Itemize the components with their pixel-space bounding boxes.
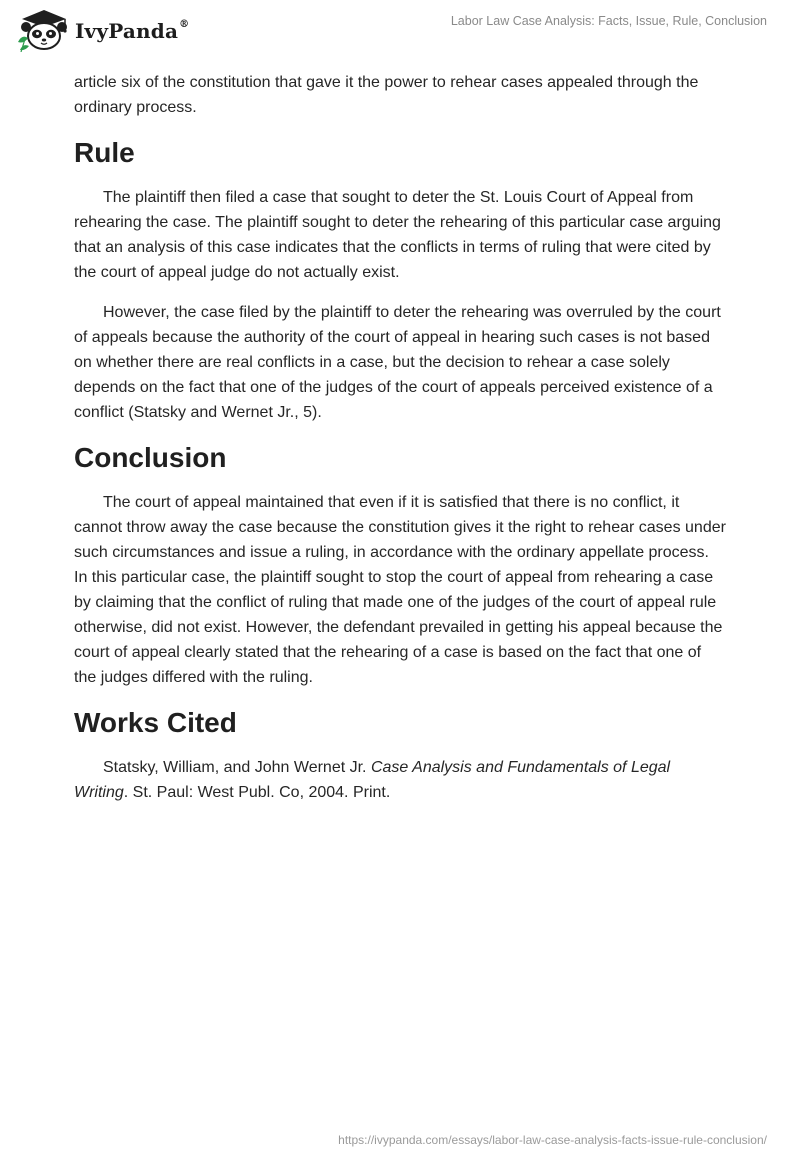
essay-body <box>74 70 726 820</box>
registered-mark: ® <box>179 19 190 31</box>
conclusion-paragraph: The court of appeal maintained that even if it is satisfied that there is no conflict, it cannot throw away the case because the constitution gives it the right to rehear cases under such circumstances and issue a ruling, in accordance with the ordinary appellate process. In this particular case, the plaintiff sought to stop the court of appeal from rehearing a case by claiming that the conflict of ruling that made one of the judges of the court of appeal rule otherwise, did not exist. However, the defendant prevailed in getting his appeal because the court of appeal clearly stated that the rehearing of a case is based on the fact that one of the judges differed with the ruling. <box>74 494 726 686</box>
page-header <box>0 0 800 64</box>
conclusion-heading: Conclusion <box>74 442 227 473</box>
logo[interactable] <box>14 8 189 52</box>
brand-name: IvyPanda® <box>75 19 190 43</box>
citation-title: Case Analysis and Fundamentals of Legal Writing <box>74 759 671 801</box>
intro-paragraph: article six of the constitution that gave it the power to rehear cases appealed through the ordinary process. <box>74 74 699 116</box>
citation-entry <box>74 755 726 805</box>
works-cited-heading: Works Cited <box>74 707 237 738</box>
document-title: Labor Law Case Analysis: Facts, Issue, Rule, Conclusion <box>450 14 767 28</box>
citation-authors: Statsky, William, and John Wernet Jr. <box>103 759 371 776</box>
source-url[interactable]: https://ivypanda.com/essays/labor-law-case-analysis-facts-issue-rule-conclusion/ <box>338 1133 767 1147</box>
rule-paragraph-2: However, the case filed by the plaintiff to deter the rehearing was overruled by the court of appeals because the authority of the court of appeal in hearing such cases is not based on whether there are real conflicts in a case, but the decision to rehear a case solely depends on the fact that one of the judges of the court of appeals perceived existence of a conflict (Statsky and Wernet Jr., 5). <box>74 304 721 421</box>
rule-heading: Rule <box>74 137 135 168</box>
panda-logo-icon <box>14 8 72 52</box>
citation-publication: . St. Paul: West Publ. Co, 2004. Print. <box>123 784 391 801</box>
rule-paragraph-1: The plaintiff then filed a case that sought to deter the St. Louis Court of Appeal from rehearing the case. The plaintiff sought to deter the rehearing of this particular case arguing that an analysis of this case indicates that the conflicts in terms of ruling that were cited by the court of appeal judge do not actually exist. <box>74 189 721 281</box>
